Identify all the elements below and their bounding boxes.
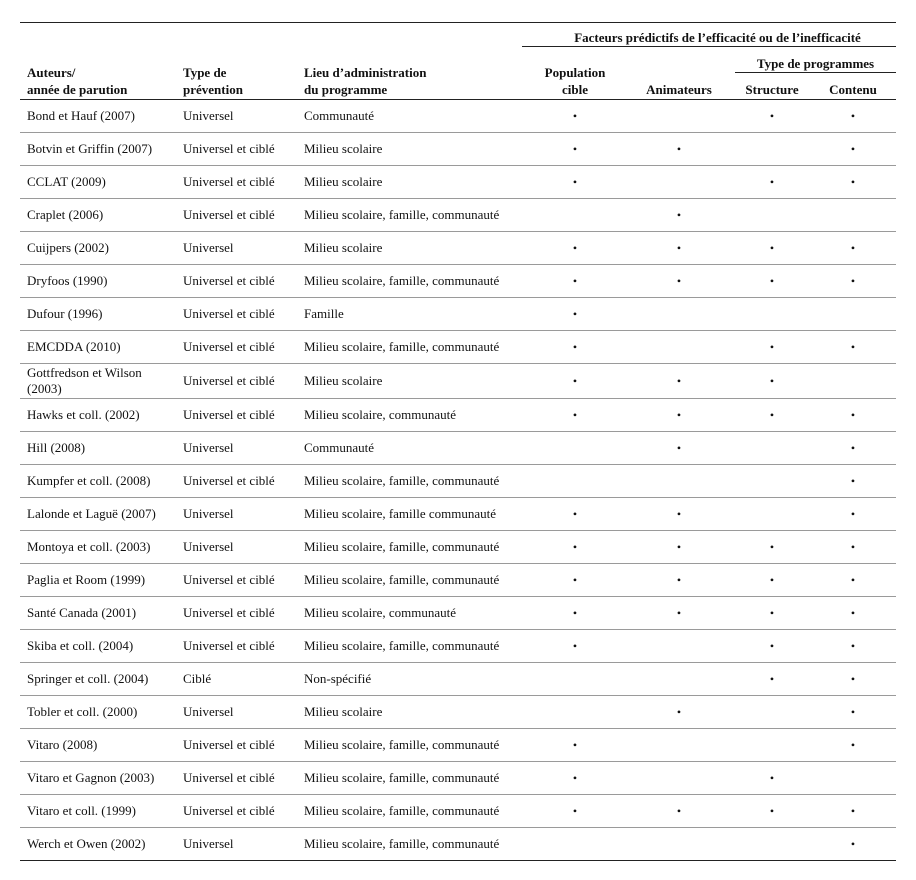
table-row xyxy=(20,331,896,364)
cell-type xyxy=(183,133,298,165)
cell-lieu xyxy=(304,133,534,165)
cell-lieu xyxy=(304,331,534,363)
cell-type xyxy=(183,265,298,297)
cell-auteurs-text: Santé Canada (2001) xyxy=(27,605,137,620)
cell-lieu-text: Milieu scolaire, communauté xyxy=(304,407,456,422)
cell-type xyxy=(183,465,298,497)
table-row xyxy=(20,298,896,331)
bullet-structure: • xyxy=(769,108,775,123)
cell-lieu-text: Non-spécifié xyxy=(304,671,372,686)
cell-lieu xyxy=(304,597,534,629)
cell-lieu-text: Milieu scolaire, famille, communauté xyxy=(304,339,500,354)
cell-auteurs-text: Botvin et Griffin (2007) xyxy=(27,141,153,156)
table-row xyxy=(20,729,896,762)
cell-auteurs xyxy=(27,531,177,563)
cell-type-text: Universel et ciblé xyxy=(183,605,275,620)
cell-auteurs-text: Springer et coll. (2004) xyxy=(27,671,149,686)
bullet-population: • xyxy=(572,174,578,189)
cell-type xyxy=(183,663,298,695)
cell-lieu-text: Milieu scolaire, famille communauté xyxy=(304,506,497,521)
bullet-population: • xyxy=(572,506,578,521)
cell-type xyxy=(183,729,298,761)
cell-auteurs xyxy=(27,133,177,165)
bullet-population: • xyxy=(572,240,578,255)
table-row xyxy=(20,531,896,564)
bullet-animateurs: • xyxy=(676,506,682,521)
cell-auteurs xyxy=(27,729,177,761)
bullet-structure: • xyxy=(769,339,775,354)
bullet-population: • xyxy=(572,803,578,818)
bullet-structure: • xyxy=(769,240,775,255)
cell-auteurs xyxy=(27,498,177,530)
table-row xyxy=(20,663,896,696)
bullet-contenu: • xyxy=(850,174,856,189)
bullet-structure: • xyxy=(769,373,775,388)
bullet-animateurs: • xyxy=(676,440,682,455)
subgroup-rule xyxy=(735,72,896,73)
cell-type-text: Universel et ciblé xyxy=(183,273,275,288)
bullet-contenu: • xyxy=(850,605,856,620)
header-structure: Structure xyxy=(745,82,799,97)
header-population-line1: Population xyxy=(544,65,606,80)
cell-lieu xyxy=(304,364,534,398)
cell-type-text: Universel et ciblé xyxy=(183,407,275,422)
cell-auteurs xyxy=(27,597,177,629)
bullet-structure: • xyxy=(769,539,775,554)
bullet-contenu: • xyxy=(850,473,856,488)
table-row xyxy=(20,399,896,432)
cell-auteurs-text: Cuijpers (2002) xyxy=(27,240,109,255)
bullet-contenu: • xyxy=(850,704,856,719)
header-animateurs: Animateurs xyxy=(646,82,712,97)
cell-auteurs-text: Tobler et coll. (2000) xyxy=(27,704,138,719)
cell-auteurs xyxy=(27,564,177,596)
table-row xyxy=(20,166,896,199)
cell-type-text: Universel et ciblé xyxy=(183,141,275,156)
cell-auteurs-text: Bond et Hauf (2007) xyxy=(27,108,135,123)
cell-lieu xyxy=(304,630,534,662)
cell-type xyxy=(183,498,298,530)
bullet-animateurs: • xyxy=(676,803,682,818)
cell-lieu-text: Milieu scolaire, famille, communauté xyxy=(304,770,500,785)
bullet-structure: • xyxy=(769,273,775,288)
cell-type-text: Universel et ciblé xyxy=(183,803,275,818)
table-row xyxy=(20,498,896,531)
cell-auteurs-text: CCLAT (2009) xyxy=(27,174,106,189)
bullet-contenu: • xyxy=(850,572,856,587)
cell-type xyxy=(183,166,298,198)
cell-lieu-text: Communauté xyxy=(304,440,375,455)
cell-auteurs xyxy=(27,432,177,464)
group-rule xyxy=(522,46,896,47)
header-type-line2: prévention xyxy=(183,82,243,97)
cell-auteurs xyxy=(27,663,177,695)
header-authors xyxy=(27,64,127,98)
bullet-structure: • xyxy=(769,803,775,818)
bullet-animateurs: • xyxy=(676,704,682,719)
cell-type-text: Universel et ciblé xyxy=(183,373,275,388)
table-row xyxy=(20,465,896,498)
table-row xyxy=(20,100,896,133)
bullet-population: • xyxy=(572,572,578,587)
bullet-population: • xyxy=(572,407,578,422)
header-type xyxy=(183,64,243,98)
cell-type xyxy=(183,597,298,629)
cell-lieu-text: Milieu scolaire, famille, communauté xyxy=(304,836,500,851)
bullet-population: • xyxy=(572,306,578,321)
cell-auteurs xyxy=(27,828,177,860)
bullet-structure: • xyxy=(769,572,775,587)
table-row xyxy=(20,232,896,265)
header-authors-line2: année de parution xyxy=(27,82,128,97)
cell-auteurs xyxy=(27,399,177,431)
cell-auteurs-text: Vitaro et Gagnon (2003) xyxy=(27,770,155,785)
table-row xyxy=(20,432,896,465)
cell-type xyxy=(183,564,298,596)
cell-lieu-text: Milieu scolaire, famille, communauté xyxy=(304,803,500,818)
bullet-structure: • xyxy=(769,407,775,422)
header-group-title: Facteurs prédictifs de l’efficacité ou de l’inefficacité xyxy=(574,30,861,45)
cell-auteurs-text: Vitaro (2008) xyxy=(27,737,98,752)
bullet-contenu: • xyxy=(850,273,856,288)
cell-auteurs xyxy=(27,696,177,728)
bullet-population: • xyxy=(572,373,578,388)
cell-lieu-text: Milieu scolaire, famille, communauté xyxy=(304,737,500,752)
bullet-contenu: • xyxy=(850,506,856,521)
bullet-contenu: • xyxy=(850,108,856,123)
table-row xyxy=(20,762,896,795)
cell-type-text: Ciblé xyxy=(183,671,212,686)
cell-lieu-text: Milieu scolaire xyxy=(304,174,383,189)
cell-type xyxy=(183,630,298,662)
cell-type-text: Universel xyxy=(183,506,234,521)
cell-lieu-text: Milieu scolaire xyxy=(304,704,383,719)
bullet-population: • xyxy=(572,638,578,653)
bullet-animateurs: • xyxy=(676,407,682,422)
bullet-population: • xyxy=(572,108,578,123)
bullet-contenu: • xyxy=(850,407,856,422)
bullet-contenu: • xyxy=(850,671,856,686)
bullet-population: • xyxy=(572,605,578,620)
cell-type xyxy=(183,828,298,860)
cell-auteurs-text: EMCDDA (2010) xyxy=(27,339,121,354)
bullet-contenu: • xyxy=(850,240,856,255)
cell-lieu xyxy=(304,298,534,330)
table-row xyxy=(20,265,896,298)
header-population-line2: cible xyxy=(562,82,588,97)
table-row xyxy=(20,795,896,828)
cell-auteurs-text: Craplet (2006) xyxy=(27,207,104,222)
cell-auteurs-text: Vitaro et coll. (1999) xyxy=(27,803,136,818)
cell-type-text: Universel xyxy=(183,836,234,851)
cell-lieu xyxy=(304,729,534,761)
bullet-animateurs: • xyxy=(676,605,682,620)
cell-type xyxy=(183,399,298,431)
table-row xyxy=(20,828,896,861)
bullet-animateurs: • xyxy=(676,572,682,587)
bullet-structure: • xyxy=(769,174,775,189)
cell-lieu xyxy=(304,564,534,596)
cell-type xyxy=(183,531,298,563)
cell-type-text: Universel et ciblé xyxy=(183,473,275,488)
cell-lieu-text: Milieu scolaire, famille, communauté xyxy=(304,273,500,288)
cell-auteurs-text: Paglia et Room (1999) xyxy=(27,572,146,587)
cell-auteurs xyxy=(27,465,177,497)
bullet-animateurs: • xyxy=(676,240,682,255)
bullet-population: • xyxy=(572,737,578,752)
bullet-contenu: • xyxy=(850,638,856,653)
cell-type xyxy=(183,696,298,728)
cell-lieu xyxy=(304,828,534,860)
bullet-contenu: • xyxy=(850,539,856,554)
cell-lieu-text: Milieu scolaire, famille, communauté xyxy=(304,638,500,653)
bullet-contenu: • xyxy=(850,339,856,354)
cell-auteurs xyxy=(27,364,177,398)
bullet-contenu: • xyxy=(850,440,856,455)
cell-auteurs xyxy=(27,331,177,363)
cell-type-text: Universel et ciblé xyxy=(183,638,275,653)
cell-auteurs xyxy=(27,298,177,330)
cell-lieu-text: Milieu scolaire, communauté xyxy=(304,605,456,620)
bullet-animateurs: • xyxy=(676,273,682,288)
header-subgroup-title: Type de programmes xyxy=(756,56,875,71)
cell-lieu-text: Milieu scolaire, famille, communauté xyxy=(304,207,500,222)
bullet-animateurs: • xyxy=(676,141,682,156)
header-authors-line1: Auteurs/ xyxy=(27,65,76,80)
header-contenu: Contenu xyxy=(829,82,877,97)
cell-auteurs-text: Hawks et coll. (2002) xyxy=(27,407,140,422)
cell-lieu xyxy=(304,531,534,563)
bullet-animateurs: • xyxy=(676,373,682,388)
cell-type-text: Universel et ciblé xyxy=(183,306,275,321)
bullet-animateurs: • xyxy=(676,539,682,554)
cell-auteurs-text: Montoya et coll. (2003) xyxy=(27,539,151,554)
cell-type-text: Universel et ciblé xyxy=(183,207,275,222)
cell-type-text: Universel xyxy=(183,704,234,719)
cell-type xyxy=(183,364,298,398)
bullet-contenu: • xyxy=(850,836,856,851)
cell-auteurs-text: Kumpfer et coll. (2008) xyxy=(27,473,151,488)
table-top-rule xyxy=(20,22,896,23)
cell-type-text: Universel et ciblé xyxy=(183,737,275,752)
cell-type-text: Universel xyxy=(183,108,234,123)
cell-type-text: Universel et ciblé xyxy=(183,174,275,189)
header-lieu xyxy=(304,64,426,98)
cell-lieu xyxy=(304,432,534,464)
cell-lieu xyxy=(304,498,534,530)
cell-type-text: Universel et ciblé xyxy=(183,339,275,354)
cell-type xyxy=(183,199,298,231)
cell-type-text: Universel xyxy=(183,539,234,554)
cell-lieu xyxy=(304,762,534,794)
cell-auteurs xyxy=(27,232,177,264)
cell-auteurs-text: Hill (2008) xyxy=(27,440,86,455)
cell-type-text: Universel et ciblé xyxy=(183,770,275,785)
bullet-structure: • xyxy=(769,770,775,785)
bullet-structure: • xyxy=(769,671,775,686)
bullet-population: • xyxy=(572,141,578,156)
bullet-animateurs: • xyxy=(676,207,682,222)
cell-type-text: Universel xyxy=(183,440,234,455)
bullet-structure: • xyxy=(769,638,775,653)
cell-lieu xyxy=(304,265,534,297)
header-type-line1: Type de xyxy=(183,65,227,80)
cell-lieu-text: Milieu scolaire, famille, communauté xyxy=(304,539,500,554)
cell-lieu-text: Milieu scolaire xyxy=(304,240,383,255)
header-population xyxy=(525,64,625,98)
cell-type xyxy=(183,232,298,264)
cell-lieu xyxy=(304,100,534,132)
bullet-contenu: • xyxy=(850,803,856,818)
cell-lieu-text: Communauté xyxy=(304,108,375,123)
bullet-structure: • xyxy=(769,605,775,620)
cell-lieu xyxy=(304,399,534,431)
cell-auteurs xyxy=(27,762,177,794)
table-row xyxy=(20,564,896,597)
cell-lieu xyxy=(304,232,534,264)
cell-type-text: Universel xyxy=(183,240,234,255)
cell-auteurs xyxy=(27,265,177,297)
bullet-population: • xyxy=(572,770,578,785)
cell-lieu xyxy=(304,166,534,198)
cell-lieu-text: Milieu scolaire xyxy=(304,373,383,388)
table-row xyxy=(20,597,896,630)
bullet-contenu: • xyxy=(850,737,856,752)
bullet-contenu: • xyxy=(850,141,856,156)
cell-auteurs-text: Skiba et coll. (2004) xyxy=(27,638,134,653)
cell-type xyxy=(183,100,298,132)
bullet-population: • xyxy=(572,273,578,288)
table-row xyxy=(20,133,896,166)
table-row xyxy=(20,199,896,232)
cell-auteurs xyxy=(27,100,177,132)
table-body xyxy=(20,100,896,861)
cell-type xyxy=(183,762,298,794)
cell-type xyxy=(183,432,298,464)
bullet-population: • xyxy=(572,339,578,354)
cell-auteurs-text: Dufour (1996) xyxy=(27,306,103,321)
cell-type xyxy=(183,331,298,363)
cell-auteurs-text: Werch et Owen (2002) xyxy=(27,836,146,851)
cell-lieu xyxy=(304,199,534,231)
bullet-population: • xyxy=(572,539,578,554)
header-lieu-line1: Lieu d’administration xyxy=(304,65,427,80)
cell-auteurs-text: Dryfoos (1990) xyxy=(27,273,108,288)
cell-type xyxy=(183,795,298,827)
cell-type xyxy=(183,298,298,330)
cell-auteurs xyxy=(27,166,177,198)
cell-lieu xyxy=(304,465,534,497)
cell-lieu xyxy=(304,696,534,728)
cell-lieu xyxy=(304,795,534,827)
cell-lieu-text: Famille xyxy=(304,306,344,321)
header-lieu-line2: du programme xyxy=(304,82,388,97)
cell-auteurs-text: Lalonde et Laguë (2007) xyxy=(27,506,156,521)
table-row xyxy=(20,696,896,729)
cell-auteurs xyxy=(27,199,177,231)
cell-lieu-text: Milieu scolaire, famille, communauté xyxy=(304,572,500,587)
table-row xyxy=(20,364,896,399)
cell-lieu-text: Milieu scolaire xyxy=(304,141,383,156)
cell-auteurs xyxy=(27,630,177,662)
cell-type-text: Universel et ciblé xyxy=(183,572,275,587)
cell-lieu-text: Milieu scolaire, famille, communauté xyxy=(304,473,500,488)
cell-auteurs xyxy=(27,795,177,827)
table-row xyxy=(20,630,896,663)
cell-auteurs-text: Gottfredson et Wilson (2003) xyxy=(27,365,142,396)
cell-lieu xyxy=(304,663,534,695)
